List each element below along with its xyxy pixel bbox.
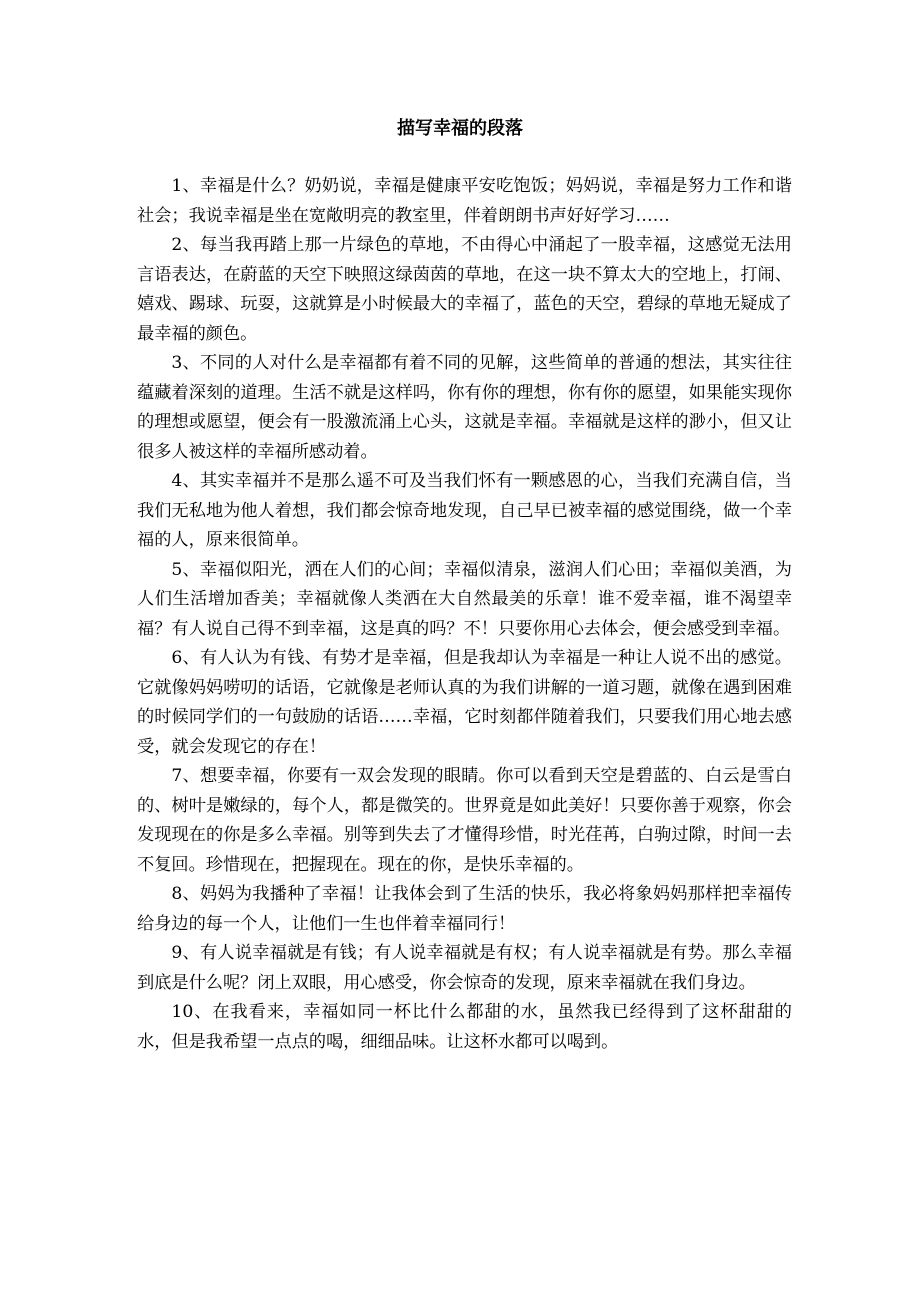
paragraph-8: 8、妈妈为我播种了幸福！让我体会到了生活的快乐，我必将象妈妈那样把幸福传给身边的每一个人，让他们一生也伴着幸福同行！ <box>137 884 792 934</box>
paragraph-2: 2、每当我再踏上那一片绿色的草地，不由得心中涌起了一股幸福，这感觉无法用言语表达，在蔚蓝的天空下映照这绿茵茵的草地，在这一块不算太大的空地上，打闹、嬉戏、踢球、玩耍，这就算是小时候最大的幸福了，蓝色的天空，碧绿的草地无疑成了最幸福的颜色。 <box>137 235 792 344</box>
paragraph-10: 10、在我看来，幸福如同一杯比什么都甜的水，虽然我已经得到了这杯甜甜的水，但是我希望一点点的喝，细细品味。让这杯水都可以喝到。 <box>137 1002 792 1052</box>
page-title: 描写幸福的段落 <box>397 118 523 139</box>
paragraph-3: 3、不同的人对什么是幸福都有着不同的见解，这些简单的普通的想法，其实往往蕴藏着深刻的道理。生活不就是这样吗，你有你的理想，你有你的愿望，如果能实现你的理想或愿望，便会有一股激流涌上心头，这就是幸福。幸福就是这样的渺小，但又让很多人被这样的幸福所感动着。 <box>137 353 792 462</box>
paragraph-7: 7、想要幸福，你要有一双会发现的眼睛。你可以看到天空是碧蓝的、白云是雪白的、树叶是嫩绿的，每个人，都是微笑的。世界竟是如此美好！只要你善于观察，你会发现现在的你是多么幸福。别等到失去了才懂得珍惜，时光荏苒，白驹过隙，时间一去不复回。珍惜现在，把握现在。现在的你，是快乐幸福的。 <box>137 766 792 875</box>
paragraph-5: 5、幸福似阳光，洒在人们的心间；幸福似清泉，滋润人们心田；幸福似美酒，为人们生活增加香美；幸福就像人类洒在大自然最美的乐章！谁不爱幸福，谁不渴望幸福？有人说自己得不到幸福，这是真的吗？不！只要你用心去体会，便会感受到幸福。 <box>137 559 792 639</box>
document-body <box>137 172 792 1057</box>
paragraph-4: 4、其实幸福并不是那么遥不可及当我们怀有一颗感恩的心，当我们充满自信，当我们无私地为他人着想，我们都会惊奇地发现，自己早已被幸福的感觉围绕，做一个幸福的人，原来很简单。 <box>137 471 792 550</box>
paragraph-9: 9、有人说幸福就是有钱；有人说幸福就是有权；有人说幸福就是有势。那么幸福到底是什么呢？闭上双眼，用心感受，你会惊奇的发现，原来幸福就在我们身边。 <box>137 943 792 993</box>
paragraph-1: 1、幸福是什么？奶奶说，幸福是健康平安吃饱饭；妈妈说，幸福是努力工作和谐社会；我说幸福是坐在宽敞明亮的教室里，伴着朗朗书声好好学习…… <box>137 176 792 226</box>
paragraph-6: 6、有人认为有钱、有势才是幸福，但是我却认为幸福是一种让人说不出的感觉。它就像妈妈唠叨的话语，它就像是老师认真的为我们讲解的一道习题，就像在遇到困难的时候同学们的一句鼓励的话语……幸福，它时刻都伴随着我们，只要我们用心地去感受，就会发现它的存在！ <box>137 648 792 757</box>
